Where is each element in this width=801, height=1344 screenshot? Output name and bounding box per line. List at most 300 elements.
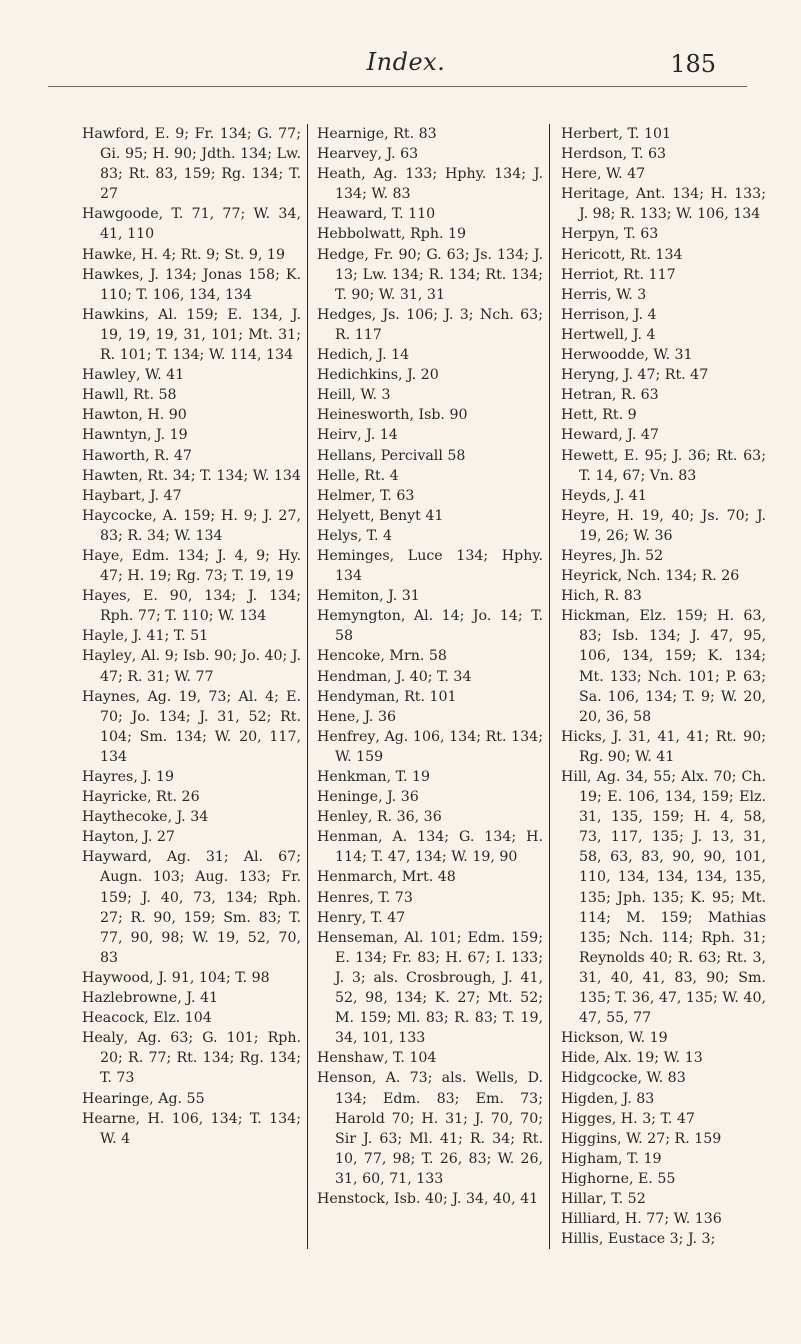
index-entry: Herriot, Rt. 117 (561, 266, 676, 283)
index-column-2 (307, 124, 549, 1249)
entry-surname: Heritage (561, 186, 625, 203)
entry-surname: Hayle (82, 628, 124, 645)
entry-references: Ag. 31; Al. 67; Augn. 103; Aug. 133; Fr. 159; J. 40, 73, 134; Rph. 27; R. 90, 159; Sm. 83; T. 77, 90, 98; W. 19, 52, 70, 83 (100, 849, 301, 966)
index-entry: Hickman, Elz. 159; H. 63, 83; Isb. 134; J. 47, 95, 106, 134, 159; K. 134; Mt. 133; Nch. 101; P. 63; Sa. 106, 134; T. 9; W. 20, 20, 36, 58 (561, 608, 766, 725)
entry-surname: Helmer (317, 487, 371, 504)
entry-references: J. 4 (632, 326, 656, 343)
index-entry: Herrison, J. 4 (561, 306, 657, 323)
entry-references: E. 95; J. 36; Rt. 63; T. 14, 67; Vn. 83 (579, 447, 766, 484)
entry-references: Rt. 134 (630, 246, 683, 263)
entry-surname: Hedges (317, 306, 372, 323)
index-entry: Hawten, Rt. 34; T. 134; W. 134 (82, 467, 301, 484)
index-entry: Heminges, Luce 134; Hphy. 134 (317, 547, 543, 585)
entry-references: J. 63 (386, 146, 419, 163)
entry-surname: Herbert (561, 126, 619, 142)
index-entry: Hidgcocke, W. 83 (561, 1070, 686, 1087)
index-entry: Hearnige, Rt. 83 (317, 126, 437, 142)
entry-references: W. 31 (653, 347, 693, 364)
entry-references: R. 47 (154, 447, 192, 464)
entry-references: W. 83 (646, 1070, 686, 1087)
index-entry: Heill, W. 3 (317, 387, 391, 404)
entry-references: Rph. 19 (410, 226, 467, 243)
page-header (0, 48, 801, 88)
entry-references: H. 106, 134; T. 134; W. 4 (100, 1110, 301, 1147)
index-entry: Herris, W. 3 (561, 286, 647, 303)
entry-references: H. 77; W. 136 (624, 1211, 722, 1228)
entry-references: J. 40; T. 34 (396, 668, 472, 685)
entry-references: W. 47 (605, 166, 646, 183)
entry-references: J. 134; Jonas 158; K. 110; T. 106, 134, 134 (100, 266, 301, 303)
index-entry: Hawford, E. 9; Fr. 134; G. 77; Gi. 95; H. 90; Jdth. 134; Lw. 83; Rt. 83, 159; Rg. 134; T. 27 (82, 126, 301, 203)
entry-references: J. 91, 104; T. 98 (158, 969, 270, 986)
index-entry: Higden, J. 83 (561, 1090, 655, 1107)
entry-references: R. 36, 36 (376, 809, 442, 826)
index-entry: Hemiton, J. 31 (317, 588, 420, 605)
entry-surname: Henman (317, 829, 378, 846)
entry-surname: Henley (317, 809, 368, 826)
index-entry: Haywood, J. 91, 104; T. 98 (82, 969, 270, 986)
entry-references: J. 83 (622, 1090, 655, 1107)
entry-references: Ant. 134; H. 133; J. 98; R. 133; W. 106, 134 (579, 186, 766, 223)
entry-references: J. 41; T. 51 (132, 628, 209, 645)
entry-surname: Hebbolwatt (317, 226, 402, 243)
index-entry: Hellans, Percivall 58 (317, 447, 466, 464)
entry-references: Elz. 104 (153, 1010, 212, 1027)
entry-surname: Hemiton (317, 588, 380, 605)
index-entry: Hayes, E. 90, 134; J. 134; Rph. 77; T. 110; W. 134 (82, 588, 301, 625)
entry-surname: Henson (317, 1070, 372, 1087)
index-entry: Hearne, H. 106, 134; T. 134; W. 4 (82, 1110, 301, 1147)
index-entry: Heyrick, Nch. 134; R. 26 (561, 568, 740, 585)
entry-surname: Hawkins (82, 306, 145, 323)
index-entry: Henley, R. 36, 36 (317, 809, 442, 826)
index-entry: Here, W. 47 (561, 166, 646, 183)
entry-references: W. 41 (144, 367, 185, 384)
entry-surname: Hickson (561, 1030, 620, 1047)
entry-references: A. 134; G. 134; H. 114; T. 47, 134; W. 19, 90 (335, 829, 543, 866)
index-entry: Hayricke, Rt. 26 (82, 789, 200, 806)
entry-references: Luce 134; Hphy. 134 (335, 547, 543, 585)
entry-surname: Hazlebrowne (82, 990, 178, 1007)
entry-references: Al. 101; Edm. 159; E. 134; Fr. 83; H. 67; I. 133; J. 3; als. Crosbrough, J. 41, 52, 98, 134; K. 27; Mt. 52; M. 159; Ml. 83; R. 83; T. 19, 34, 101, 133 (335, 929, 543, 1047)
entry-references: T. 71, 77; W. 34, 41, 110 (100, 206, 301, 243)
entry-surname: Hidgcocke (561, 1070, 638, 1087)
entry-surname: Hendman (317, 668, 388, 685)
entry-surname: Herpyn (561, 226, 615, 243)
entry-surname: Herwoodde (561, 347, 645, 364)
entry-surname: Haywood (82, 969, 150, 986)
entry-surname: Hawley (82, 367, 136, 384)
entry-surname: Hayricke (82, 789, 148, 806)
entry-references: H. 19, 40; Js. 70; J. 19, 26; W. 36 (579, 507, 766, 544)
index-entry: Haworth, R. 47 (82, 447, 192, 464)
index-entry: Hearvey, J. 63 (317, 146, 419, 163)
entry-references: Alx. 19; W. 13 (604, 1050, 703, 1067)
index-entry: Haythecoke, J. 34 (82, 809, 209, 826)
entry-references: T. 63 (379, 487, 415, 504)
index-entry: Hett, Rt. 9 (561, 407, 637, 424)
index-entry: Hedge, Fr. 90; G. 63; Js. 134; J. 13; Lw. 134; R. 134; Rt. 134; T. 90; W. 31, 31 (317, 246, 543, 303)
index-entry: Henson, A. 73; als. Wells, D. 134; Edm. 83; Em. 73; Harold 70; H. 31; J. 70, 70; Sir J. 63; Ml. 41; R. 34; Rt. 10, 77, 98; T. 26, 83; W. 26, 31, 60, 71, 133 (317, 1070, 543, 1187)
index-entry: Hide, Alx. 19; W. 13 (561, 1050, 703, 1067)
entry-references: J. 31 (388, 588, 420, 605)
entry-surname: Hertwell (561, 326, 624, 343)
entry-surname: Haye (82, 547, 120, 564)
index-entry: Henshaw, T. 104 (317, 1050, 437, 1067)
index-entry: Helys, T. 4 (317, 527, 393, 544)
index-entry: Heacock, Elz. 104 (82, 1010, 212, 1027)
entry-surname: Higgins (561, 1130, 618, 1147)
entry-references: J. 19 (142, 769, 175, 785)
entry-references: Eustace 3; J. 3; (607, 1231, 716, 1248)
entry-references: Ag. 106, 134; Rt. 134; W. 159 (335, 728, 543, 765)
index-entry: Hawkins, Al. 159; E. 134, J. 19, 19, 19, 31, 101; Mt. 31; R. 101; T. 134; W. 114, 134 (82, 306, 301, 364)
entry-references: Rt. 83 (393, 126, 437, 142)
index-entry: Henfrey, Ag. 106, 134; Rt. 134; W. 159 (317, 728, 543, 765)
index-entry: Haye, Edm. 134; J. 4, 9; Hy. 47; H. 19; Rg. 73; T. 19, 19 (82, 547, 301, 585)
entry-surname: Hillar (561, 1190, 603, 1207)
index-entry: Hilliard, H. 77; W. 136 (561, 1211, 722, 1228)
entry-surname: Higges (561, 1110, 612, 1127)
entry-references: A. 73; als. Wells, D. 134; Edm. 83; Em. 73; Harold 70; H. 31; J. 70, 70; Sir J. 63; Ml. 41; R. 34; Rt. 10, 77, 98; T. 26, 83; W. 26, 31, 60, 71, 133 (335, 1070, 543, 1187)
index-entry: Helmer, T. 63 (317, 487, 415, 504)
index-entry: Henkman, T. 19 (317, 769, 431, 785)
running-title: Index. (366, 48, 446, 76)
entry-references: Mrt. 48 (401, 869, 456, 886)
entry-references: J. 20 (407, 367, 439, 384)
entry-surname: Hemyngton (317, 608, 401, 625)
index-entry: Haybart, J. 47 (82, 487, 182, 504)
entry-surname: Henshaw (317, 1050, 384, 1067)
index-entry: Hayward, Ag. 31; Al. 67; Augn. 103; Aug. 133; Fr. 159; J. 40, 73, 134; Rph. 27; R. 90, 159; Sm. 83; T. 77, 90, 98; W. 19, 52, 70, 83 (82, 849, 301, 966)
index-entry: Hayton, J. 27 (82, 829, 175, 846)
entry-surname: Hill (561, 769, 587, 785)
index-columns (82, 124, 772, 1249)
index-entry: Heyds, J. 41 (561, 487, 647, 504)
index-entry: Heirv, J. 14 (317, 427, 398, 444)
entry-surname: Hencoke (317, 648, 381, 665)
entry-surname: Helys (317, 527, 358, 544)
entry-surname: Hillis (561, 1231, 599, 1248)
index-entry: Hedich, J. 14 (317, 347, 410, 364)
index-entry: Hawgoode, T. 71, 77; W. 34, 41, 110 (82, 206, 301, 243)
entry-surname: Hich (561, 588, 595, 605)
entry-references: J. 14 (377, 347, 410, 364)
entry-references: J. 47 (149, 487, 182, 504)
entry-surname: Hide (561, 1050, 596, 1067)
entry-surname: Hedichkins (317, 367, 399, 384)
entry-references: J. 14 (366, 427, 398, 444)
entry-surname: Haycocke (82, 507, 153, 524)
index-entry: Hill, Ag. 34, 55; Alx. 70; Ch. 19; E. 106, 134, 159; Elz. 31, 135, 159; H. 4, 58, 73, 117, 135; J. 13, 31, 58, 63, 83, 90, 90, 101, 110, 134, 134, 134, 135, 135; Jph. 135; K. 95; Mt. 114; M. 159; Mathias 135; Nch. 114; Rph. 31; Reynolds 40; R. 63; Rt. 3, 31, 40, 41, 83, 90; Sm. 135; T. 36, 47, 135; W. 40, 47, 55, 77 (561, 769, 766, 1027)
entry-references: Benyt 41 (379, 507, 444, 524)
entry-references: Ag. 133; Hphy. 134; J. 134; W. 83 (335, 166, 543, 203)
index-entry: Hencoke, Mrn. 58 (317, 648, 447, 665)
entry-surname: Heryng (561, 367, 615, 384)
index-entry: Hendyman, Rt. 101 (317, 688, 457, 705)
entry-references: Rt. 117 (623, 266, 676, 283)
index-column-3 (549, 124, 772, 1249)
entry-references: T. 52 (611, 1190, 646, 1207)
index-entry: Highorne, E. 55 (561, 1170, 676, 1187)
entry-surname: Hearne (82, 1110, 136, 1127)
index-entry: Herwoodde, W. 31 (561, 347, 693, 364)
entry-references: T. 63 (631, 146, 667, 163)
entry-references: J. 31, 41, 41; Rt. 90; Rg. 90; W. 41 (579, 728, 766, 765)
entry-references: Ag. 55 (158, 1090, 205, 1107)
index-entry: Hedichkins, J. 20 (317, 367, 439, 384)
entry-references: J. 36 (387, 789, 419, 806)
entry-surname: Henfrey (317, 728, 376, 745)
entry-surname: Hilliard (561, 1211, 616, 1228)
entry-surname: Hicks (561, 728, 602, 745)
index-entry: Hawkes, J. 134; Jonas 158; K. 110; T. 106, 134, 134 (82, 266, 301, 303)
entry-references: T. 101 (627, 126, 672, 142)
entry-references: H. 3; T. 47 (620, 1110, 695, 1127)
index-entry: Hickson, W. 19 (561, 1030, 668, 1047)
entry-surname: Hawgoode (82, 206, 159, 223)
entry-surname: Heninge (317, 789, 379, 806)
entry-references: T. 104 (392, 1050, 437, 1067)
entry-surname: Henseman (317, 929, 394, 946)
entry-references: Isb. 90 (418, 407, 468, 424)
entry-references: Rt. 34; T. 134; W. 134 (147, 467, 301, 484)
entry-surname: Henstock (317, 1190, 385, 1207)
entry-surname: Healy (82, 1030, 124, 1047)
entry-references: J. 41 (615, 487, 647, 504)
entry-references: J. 4 (633, 306, 657, 323)
entry-references: Fr. 90; G. 63; Js. 134; J. 13; Lw. 134; R. 134; Rt. 134; T. 90; W. 31, 31 (335, 246, 543, 303)
index-entry: Hebbolwatt, Rph. 19 (317, 226, 467, 243)
entry-references: Isb. 40; J. 34, 40, 41 (394, 1190, 539, 1207)
index-entry: Heritage, Ant. 134; H. 133; J. 98; R. 133; W. 106, 134 (561, 186, 766, 223)
entry-surname: Hedich (317, 347, 369, 364)
index-entry: Hawley, W. 41 (82, 367, 185, 384)
index-entry: Heinesworth, Isb. 90 (317, 407, 468, 424)
entry-references: J. 47; Rt. 47 (623, 367, 709, 384)
index-entry: Hetran, R. 63 (561, 387, 659, 404)
index-entry: Hearinge, Ag. 55 (82, 1090, 205, 1107)
entry-surname: Henkman (317, 769, 387, 785)
entry-surname: Henmarch (317, 869, 393, 886)
entry-surname: Hearinge (82, 1090, 150, 1107)
entry-references: T. 47 (370, 909, 406, 926)
index-entry: Haycocke, A. 159; H. 9; J. 27, 83; R. 34; W. 134 (82, 507, 301, 544)
entry-surname: Hawten (82, 467, 139, 484)
entry-references: E. 9; Fr. 134; G. 77; Gi. 95; H. 90; Jdth. 134; Lw. 83; Rt. 83, 159; Rg. 134; T. 27 (100, 126, 301, 203)
entry-surname: Hayward (82, 849, 148, 866)
entry-surname: Haynes (82, 688, 136, 705)
index-entry: Hertwell, J. 4 (561, 326, 656, 343)
entry-surname: Higden (561, 1090, 614, 1107)
entry-surname: Hearnige (317, 126, 385, 142)
entry-surname: Haybart (82, 487, 141, 504)
entry-references: T. 19 (627, 1150, 662, 1167)
entry-surname: Hawkes (82, 266, 140, 283)
index-entry: Hayle, J. 41; T. 51 (82, 628, 209, 645)
index-entry: Henry, T. 47 (317, 909, 406, 926)
entry-surname: Hawford (82, 126, 145, 142)
entry-surname: Heyres (561, 547, 613, 564)
entry-surname: Herris (561, 286, 608, 303)
entry-surname: Henry (317, 909, 362, 926)
entry-surname: Herriot (561, 266, 615, 283)
entry-references: J. 36 (364, 708, 397, 725)
entry-surname: Heacock (82, 1010, 145, 1027)
entry-surname: Hellans (317, 447, 372, 464)
entry-references: J. 19 (156, 427, 188, 444)
entry-surname: Higham (561, 1150, 619, 1167)
index-entry: Heward, J. 47 (561, 427, 659, 444)
entry-references: T. 4 (366, 527, 393, 544)
entry-surname: Haworth (82, 447, 146, 464)
index-column-1 (82, 124, 307, 1249)
index-entry: Hich, R. 83 (561, 588, 642, 605)
entry-references: Ag. 63; G. 101; Rph. 20; R. 77; Rt. 134; Rg. 134; T. 73 (100, 1030, 301, 1087)
entry-surname: Hayres (82, 769, 134, 785)
index-entry: Henseman, Al. 101; Edm. 159; E. 134; Fr. 83; H. 67; I. 133; J. 3; als. Crosbrough, J. 41, 52, 98, 134; K. 27; Mt. 52; M. 159; Ml. 83; R. 83; T. 19, 34, 101, 133 (317, 929, 543, 1047)
index-entry: Higgins, W. 27; R. 159 (561, 1130, 722, 1147)
entry-surname: Hene (317, 708, 356, 725)
entry-references: J. 41 (186, 990, 219, 1007)
entry-references: Rt. 4 (364, 467, 399, 484)
index-entry: Hayres, J. 19 (82, 769, 175, 785)
index-entry: Henmarch, Mrt. 48 (317, 869, 456, 886)
index-entry: Heyres, Jh. 52 (561, 547, 664, 564)
index-entry: Henstock, Isb. 40; J. 34, 40, 41 (317, 1190, 539, 1207)
index-entry: Herpyn, T. 63 (561, 226, 659, 243)
entry-surname: Hendyman (317, 688, 396, 705)
index-entry: Herdson, T. 63 (561, 146, 667, 163)
entry-references: R. 63 (620, 387, 659, 404)
entry-references: R. 83 (604, 588, 642, 605)
entry-surname: Heminges (317, 547, 390, 564)
entry-surname: Haythecoke (82, 809, 168, 826)
entry-surname: Heyrick (561, 568, 618, 585)
entry-references: J. 27 (143, 829, 175, 846)
index-entry: Henres, T. 73 (317, 889, 413, 906)
entry-surname: Heath (317, 166, 362, 183)
entry-references: E. 90, 134; J. 134; Rph. 77; T. 110; W. 134 (100, 588, 301, 625)
entry-references: Percivall 58 (380, 447, 466, 464)
entry-references: W. 3 (360, 387, 391, 404)
entry-references: T. 19 (395, 769, 431, 785)
entry-surname: Hickman (561, 608, 626, 625)
index-entry: Herbert, T. 101 (561, 126, 672, 142)
entry-references: Elz. 159; H. 63, 83; Isb. 134; J. 47, 95, 106, 134, 159; K. 134; Mt. 133; Nch. 101; P. 63; Sa. 106, 134; T. 9; W. 20, 20, 36, 58 (579, 608, 766, 725)
entry-surname: Hawton (82, 407, 139, 424)
entry-references: Rt. 9 (602, 407, 637, 424)
index-entry: Hawntyn, J. 19 (82, 427, 188, 444)
entry-surname: Henres (317, 889, 370, 906)
entry-references: Js. 106; J. 3; Nch. 63; R. 117 (335, 306, 543, 343)
entry-references: Ag. 34, 55; Alx. 70; Ch. 19; E. 106, 134, 159; Elz. 31, 135, 159; H. 4, 58, 73, 117, 135; J. 13, 31, 58, 63, 83, 90, 90, 101, 110, 134, 134, 134, 135, 135; Jph. 135; K. 95; Mt. 114; M. 159; Mathias 135; Nch. 114; Rph. 31; Reynolds 40; R. 63; Rt. 3, 31, 40, 41, 83, 90; Sm. 135; T. 36, 47, 135; W. 40, 47, 55, 77 (579, 769, 766, 1027)
index-entry: Hene, J. 36 (317, 708, 397, 725)
entry-references: Ag. 19, 73; Al. 4; E. 70; Jo. 134; J. 31, 52; Rt. 104; Sm. 134; W. 20, 117, 134 (100, 688, 301, 765)
entry-references: Edm. 134; J. 4, 9; Hy. 47; H. 19; Rg. 73; T. 19, 19 (100, 547, 301, 585)
entry-surname: Heward (561, 427, 619, 444)
entry-references: E. 55 (638, 1170, 676, 1187)
index-entry: Hillis, Eustace 3; J. 3; (561, 1231, 716, 1248)
index-entry: Heath, Ag. 133; Hphy. 134; J. 134; W. 83 (317, 166, 543, 203)
entry-surname: Herdson (561, 146, 623, 163)
index-entry: Hendman, J. 40; T. 34 (317, 668, 472, 685)
entry-references: J. 34 (176, 809, 209, 826)
entry-surname: Heinesworth (317, 407, 410, 424)
index-entry: Hawll, Rt. 58 (82, 387, 177, 404)
entry-references: Rt. 58 (133, 387, 177, 404)
entry-surname: Here (561, 166, 597, 183)
entry-references: Nch. 134; R. 26 (626, 568, 740, 585)
entry-surname: Hawke (82, 246, 132, 263)
entry-surname: Helyett (317, 507, 371, 524)
index-entry: Helyett, Benyt 41 (317, 507, 444, 524)
index-entry: Hillar, T. 52 (561, 1190, 646, 1207)
entry-references: T. 110 (391, 206, 436, 223)
entry-surname: Heyre (561, 507, 605, 524)
index-entry: Hayley, Al. 9; Isb. 90; Jo. 40; J. 47; R. 31; W. 77 (82, 648, 301, 685)
entry-surname: Highorne (561, 1170, 629, 1187)
entry-references: J. 47 (627, 427, 659, 444)
entry-surname: Hericott (561, 246, 621, 263)
entry-surname: Heaward (317, 206, 383, 223)
entry-surname: Heirv (317, 427, 358, 444)
entry-references: Mrn. 58 (389, 648, 447, 665)
entry-surname: Hetran (561, 387, 612, 404)
entry-surname: Helle (317, 467, 356, 484)
entry-surname: Heill (317, 387, 352, 404)
entry-surname: Hayes (82, 588, 127, 605)
index-entry: Heninge, J. 36 (317, 789, 419, 806)
entry-references: Rt. 101 (404, 688, 457, 705)
entry-references: W. 3 (616, 286, 647, 303)
entry-references: Al. 159; E. 134, J. 19, 19, 19, 31, 101; Mt. 31; R. 101; T. 134; W. 114, 134 (100, 306, 301, 364)
entry-references: H. 90 (147, 407, 187, 424)
entry-references: T. 63 (623, 226, 659, 243)
index-entry: Higham, T. 19 (561, 1150, 662, 1167)
index-entry: Henman, A. 134; G. 134; H. 114; T. 47, 134; W. 19, 90 (317, 829, 543, 866)
entry-references: T. 73 (378, 889, 413, 906)
entry-references: W. 27; R. 159 (626, 1130, 722, 1147)
entry-references: H. 4; Rt. 9; St. 9, 19 (141, 246, 285, 263)
index-entry: Heryng, J. 47; Rt. 47 (561, 367, 709, 384)
index-entry: Hicks, J. 31, 41, 41; Rt. 90; Rg. 90; W. 41 (561, 728, 766, 765)
entry-surname: Hedge (317, 246, 365, 263)
index-entry: Hawton, H. 90 (82, 407, 187, 424)
entry-surname: Hayley (82, 648, 132, 665)
header-rule (48, 86, 747, 87)
entry-surname: Herrison (561, 306, 625, 323)
index-entry: Hazlebrowne, J. 41 (82, 990, 219, 1007)
index-entry: Hemyngton, Al. 14; Jo. 14; T. 58 (317, 608, 544, 645)
entry-surname: Hawll (82, 387, 125, 404)
index-entry: Haynes, Ag. 19, 73; Al. 4; E. 70; Jo. 134; J. 31, 52; Rt. 104; Sm. 134; W. 20, 117, 134 (82, 688, 301, 765)
index-entry: Healy, Ag. 63; G. 101; Rph. 20; R. 77; Rt. 134; Rg. 134; T. 73 (82, 1030, 301, 1087)
entry-surname: Hearvey (317, 146, 378, 163)
index-entry: Higges, H. 3; T. 47 (561, 1110, 695, 1127)
entry-surname: Hayton (82, 829, 135, 846)
index-entry: Hedges, Js. 106; J. 3; Nch. 63; R. 117 (317, 306, 543, 343)
entry-surname: Heyds (561, 487, 607, 504)
index-entry: Helle, Rt. 4 (317, 467, 399, 484)
entry-references: Rt. 26 (156, 789, 200, 806)
entry-references: Jh. 52 (621, 547, 664, 564)
entry-surname: Hawntyn (82, 427, 147, 444)
entry-surname: Hewett (561, 447, 614, 464)
index-entry: Heyre, H. 19, 40; Js. 70; J. 19, 26; W. 36 (561, 507, 766, 544)
entry-references: A. 159; H. 9; J. 27, 83; R. 34; W. 134 (100, 507, 301, 544)
entry-references: Al. 14; Jo. 14; T. 58 (335, 608, 544, 645)
